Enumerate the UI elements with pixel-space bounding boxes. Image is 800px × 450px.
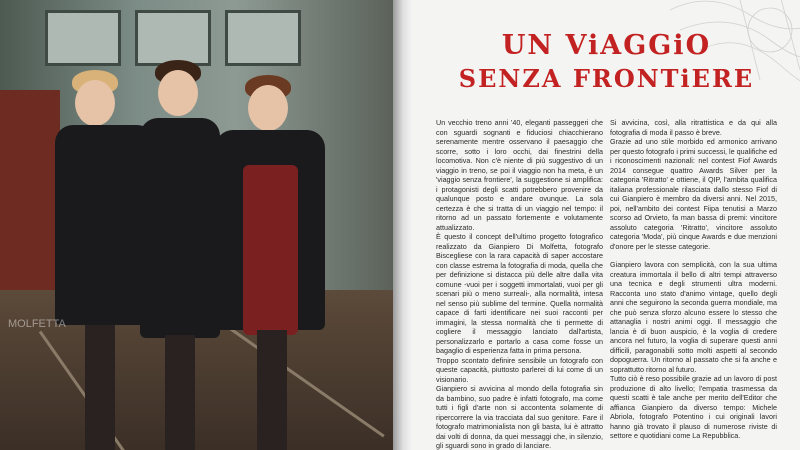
article-column-left [436, 118, 603, 450]
paragraph: Gianpiero si avvicina al mondo della fotografia sin da bambino, suo padre è infatti fotografo, ma come tutti i figli d'arte non si accontenta solamente di ripercorrere la via tracciata dal suo genitore. Fare il fotografo matrimonialista non gli basta, lui è attratto dai volti di donna, da quei messaggi che, in silenzio, gli sguardi sono in grado di lanciare. [436, 384, 603, 450]
article-column-right [610, 118, 777, 441]
train-window [135, 10, 211, 66]
fashion-photo [0, 0, 393, 450]
article-title-line2: SENZA FRONTiERE [458, 64, 755, 93]
red-locomotive [0, 90, 60, 290]
article-page [413, 0, 800, 450]
model-face [158, 70, 198, 116]
train-window [45, 10, 121, 66]
paragraph: Gianpiero lavora con semplicità, con la sua ultima creatura immortala il bello di altri tempi attraverso una tecnica e degli strumenti ultra moderni. Racconta uno stato d'animo vintage, quello degli anni che seguirono la seconda guerra mondiale, ma che può senza sforzo alcuno essere lo stesso che attanaglia i nostri animi oggi. Il messaggio che lancia è di buon auspicio, è la voglia di credere ancora nel futuro, la voglia di superare questi anni difficili, paragonabili sotto molti aspetti al secondo dopoguerra. Un ritorno al passato che si fa anche e soprattutto ritorno al futuro. [610, 260, 777, 374]
model-center [130, 60, 225, 450]
paragraph: Un vecchio treno anni '40, eleganti passeggeri che con sguardi sognanti e fiduciosi chiacchierano serenamente mentre osservano il paesaggio che scorre, sotto i loro occhi, dai finestrini della locomotiva. Non c'è niente di più suggestivo di un viaggio in treno, se poi il viaggio non ha meta, è un 'viaggio senza frontiere', la suggestione si amplifica: i protagonisti degli scatti potrebbero provenire da qualunque posto e andare ovunque. La sola certezza è che si tratta di un viaggio nel tempo: il ritorno ad un passato fortemente e volutamente attualizzato. [436, 118, 603, 232]
page-gutter [393, 0, 413, 450]
paragraph: Troppo scontato definire sensibile un fotografo con queste capacità, piuttosto parlerei di lui come di un visionario. [436, 355, 603, 384]
model-legs [85, 325, 115, 450]
model-legs [257, 330, 287, 450]
black-dress [140, 118, 220, 338]
model-legs [165, 335, 195, 450]
paragraph: È questo il concept dell'ultimo progetto fotografico realizzato da Gianpiero Di Molfetta, fotografo Biscegliese con la rara capacità di saper accostare con classe estrema la fotografia di moda, quella che per definizione si distacca più delle altre dalla vita comune -vuoi per i soggetti immortalati, vuoi per gli scenari più o meno surreali-, alla normalità, intesa nel senso più sublime del termine. Quella normalità capace di farti identificare nei suoi racconti per immagini, la stessa normalità che ti permette di cogliere il messaggio lanciato dall'artista, personalizzarlo e portarlo a casa come fosse un bagaglio di esperienza fatta in prima persona. [436, 232, 603, 355]
photo-watermark: MOLFETTA [8, 318, 66, 330]
model-face [248, 85, 288, 131]
red-dress [243, 165, 298, 335]
article-title-line1: UN ViAGGiO [501, 30, 712, 61]
model-face [75, 80, 115, 126]
paragraph: Tutto ciò è reso possibile grazie ad un lavoro di post produzione di alto livello; l'empatia trasmessa da questi scatti è tale anche per merito dell'Editor che affianca Gianpiero da diverso tempo: Michele Abriola, fotografo Potentino i cui originali lavori hanno già trovato il plauso di numerose riviste di settore e quotidiani come La Repubblica. [610, 374, 777, 440]
train-window [225, 10, 301, 66]
model-right [215, 75, 325, 450]
paragraph: Si avvicina, così, alla ritrattistica e da qui alla fotografia di moda il passo è breve. [610, 118, 777, 137]
paragraph: Grazie ad uno stile morbido ed armonico arrivano per questo fotografo i primi successi, le qualifiche ed i riconoscimenti nazionali: nel contest Fiof Awards 2014 consegue quattro Awards Silver per la categoria 'Ritratto' e ottiene, il QIP, l'ambita qualifica italiana professionale rilasciata dallo stesso Fiof di cui Gianpiero è membro da diversi anni. Nel 2015, poi, nell'ambito dei contest Fiipa tenutisi a Marzo scorso ad Orvieto, fa man bassa di premi: vincitore assoluto categoria 'Ritratto', vincitore assoluto categoria 'Moda', più cinque Awards e due menzioni d'onore per le stesse categorie. [610, 137, 777, 251]
